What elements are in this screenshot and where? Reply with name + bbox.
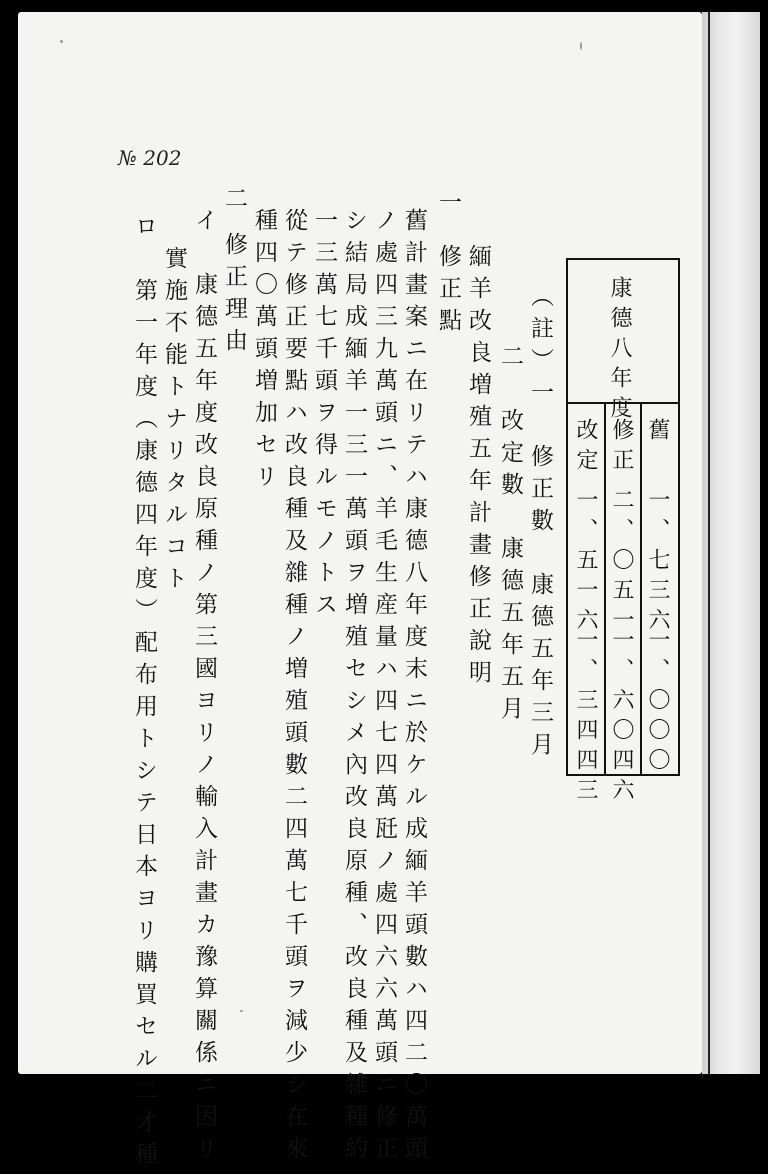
section-two-title: 修正理由 (221, 232, 247, 360)
book-edge (702, 12, 760, 1074)
page-number: № 202 (118, 146, 182, 170)
row-value: 一、〇〇〇 (645, 628, 670, 778)
table-divider (604, 402, 606, 774)
figures-table (566, 258, 680, 808)
row-value: 一、六〇四六 (609, 628, 634, 808)
body-line: シ結局成緬羊一三一萬頭ヲ増殖セシメ內改良原種、改良種及雜種約 (341, 208, 367, 1168)
row-value: 一、五一六 (573, 488, 598, 638)
row-label: 修正 (609, 418, 634, 478)
section-two-mark: 二 (221, 186, 247, 218)
body-line: 舊計畫案ニ在リテハ康德八年度末ニ於ケル成緬羊頭數ハ四二〇萬頭 (401, 208, 427, 1168)
body-line: 種四〇萬頭増加セリ (251, 208, 277, 496)
note-one: （註）一 修正數 康德五年三月 (527, 284, 553, 764)
page-divider (708, 12, 710, 1074)
body-line: ロ 第一年度（康德四年度）配布用トシテ日本ヨリ購買セル二才種 (131, 214, 157, 1174)
section-one-title: 修正點 (435, 244, 461, 340)
table-divider (568, 402, 678, 404)
row-label: 舊 (645, 418, 670, 448)
body-line: 實施不能トナリタルコト (161, 246, 187, 598)
row-value: 一、三四四三 (573, 628, 598, 808)
row-value: 一、七三六 (645, 488, 670, 638)
row-value: 二、〇五一 (609, 488, 634, 638)
body-line: 從テ修正要點ハ改良種及雜種ノ増殖頭數二四萬七千頭ヲ減少シ在來 (281, 208, 307, 1168)
body-line: 一三萬七千頭ヲ得ルモノトス (311, 208, 337, 624)
row-label: 改定 (573, 418, 598, 478)
section-one-mark: 一 (435, 190, 461, 222)
body-line: イ 康德五年度改良原種ノ第三國ヨリノ輸入計畫カ豫算關係ニ因リ (191, 208, 217, 1168)
document-heading: 緬羊改良増殖五年計畫修正說明 (465, 244, 491, 692)
scan-speck (580, 42, 582, 50)
note-two: 二 改定數 康德五年五月 (497, 344, 523, 728)
table-divider (640, 402, 642, 774)
scan-speck (240, 1010, 243, 1012)
body-line: ノ處四三九萬頭ニ、羊毛生産量ハ四七四萬瓩ノ處四六六萬頭ニ修正 (371, 208, 397, 1168)
table-header: 康德八年度 (607, 276, 632, 426)
scan-speck (60, 40, 63, 43)
